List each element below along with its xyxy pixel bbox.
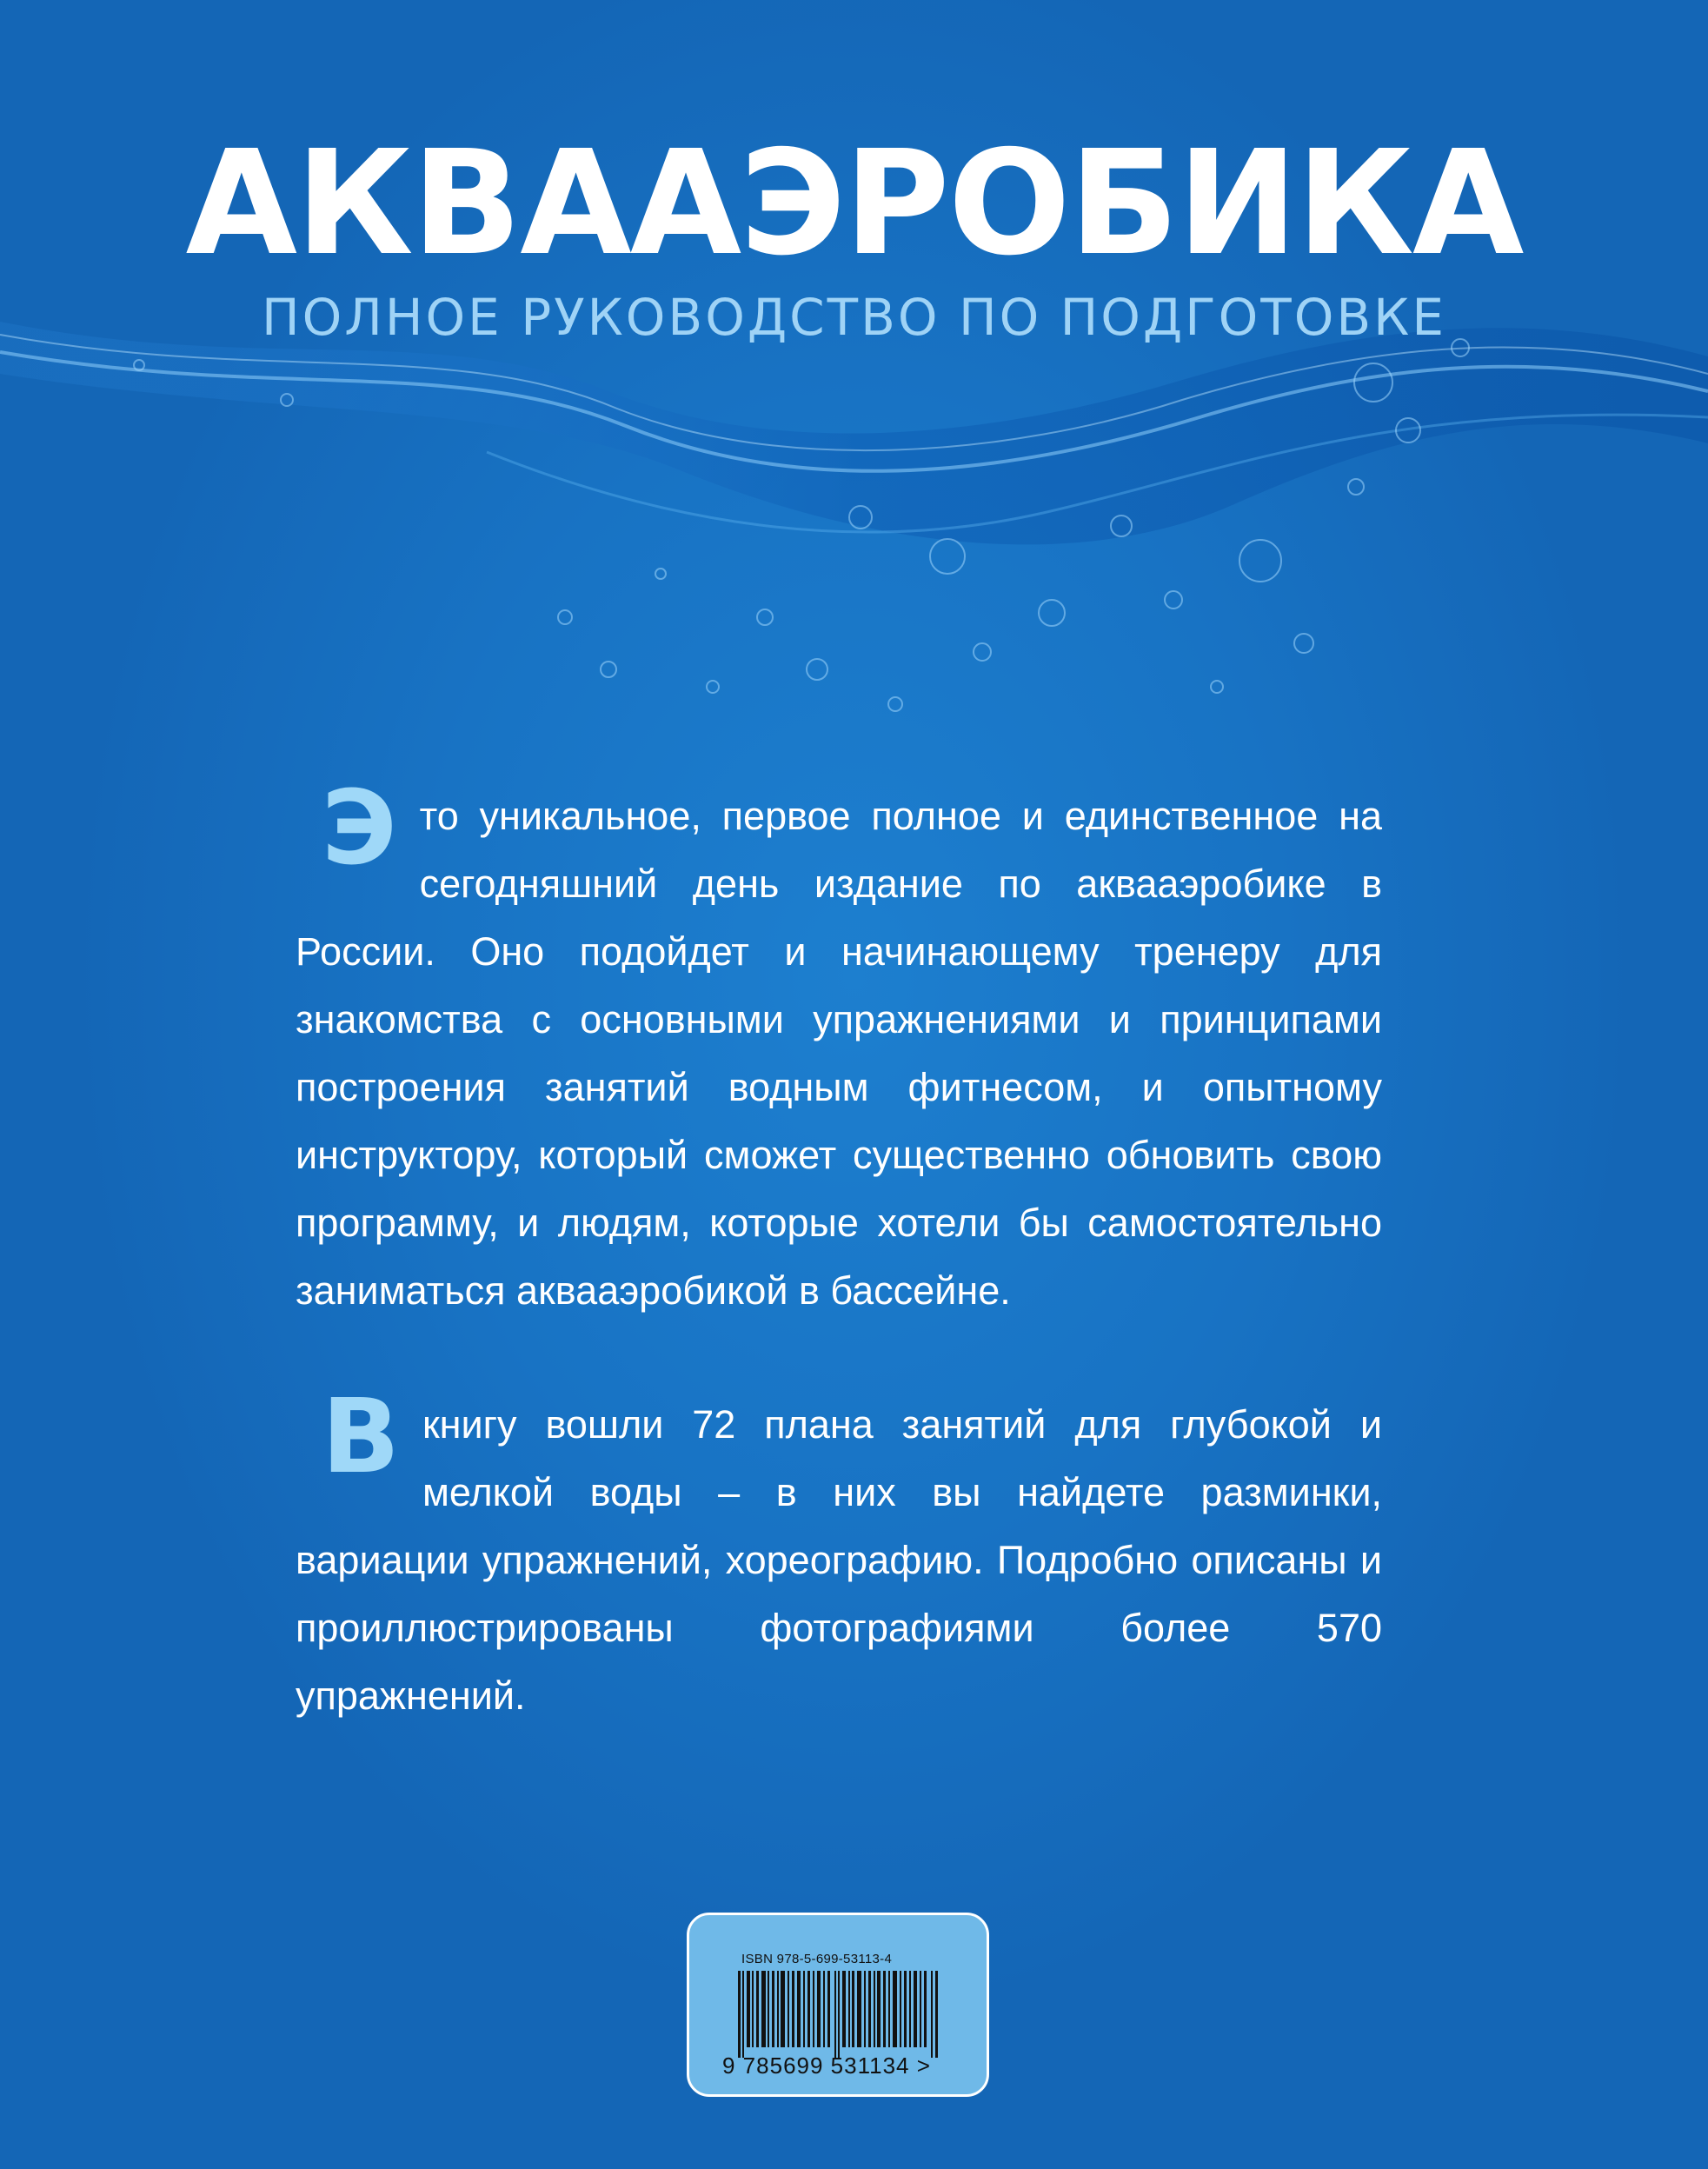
description-paragraph-2 xyxy=(296,1376,1382,1730)
paragraph-1-text: то уникальное, первое полное и единственное на сегодняшний день издание по аквааэробике в России. Оно подойдет и начинающему тренеру для знакомства с основными упражнениями и принципами построения занятий водным фитнесом, и опытному инструктору, который сможет существенно обновить свою программу, и людям, которые хотели бы самостоятельно заниматься аквааэробикой в бассейне. xyxy=(296,794,1382,1313)
paragraph-2-text: книгу вошли 72 плана занятий для глубокой и мелкой воды – в них вы найдете разминки, вариации упражнений, хореографию. Подробно описаны и проиллюстрированы фотографиями более 570 упражнений. xyxy=(296,1402,1382,1718)
drop-cap-initial: В xyxy=(322,1376,400,1496)
barcode-icon xyxy=(738,1971,940,2058)
isbn-number: ISBN 978-5-699-53113-4 xyxy=(741,1952,893,1966)
description-paragraph-1 xyxy=(296,768,1382,1325)
book-title: АКВААЭРОБИКА xyxy=(185,120,1523,288)
water-wave-illustration xyxy=(0,287,1708,756)
drop-cap-initial: Э xyxy=(322,768,397,888)
isbn-barcode-panel xyxy=(687,1913,989,2097)
book-subtitle: ПОЛНОЕ РУКОВОДСТВО ПО ПОДГОТОВКЕ xyxy=(262,288,1446,347)
barcode-digits: 9 785699 531134 > xyxy=(722,2053,931,2079)
